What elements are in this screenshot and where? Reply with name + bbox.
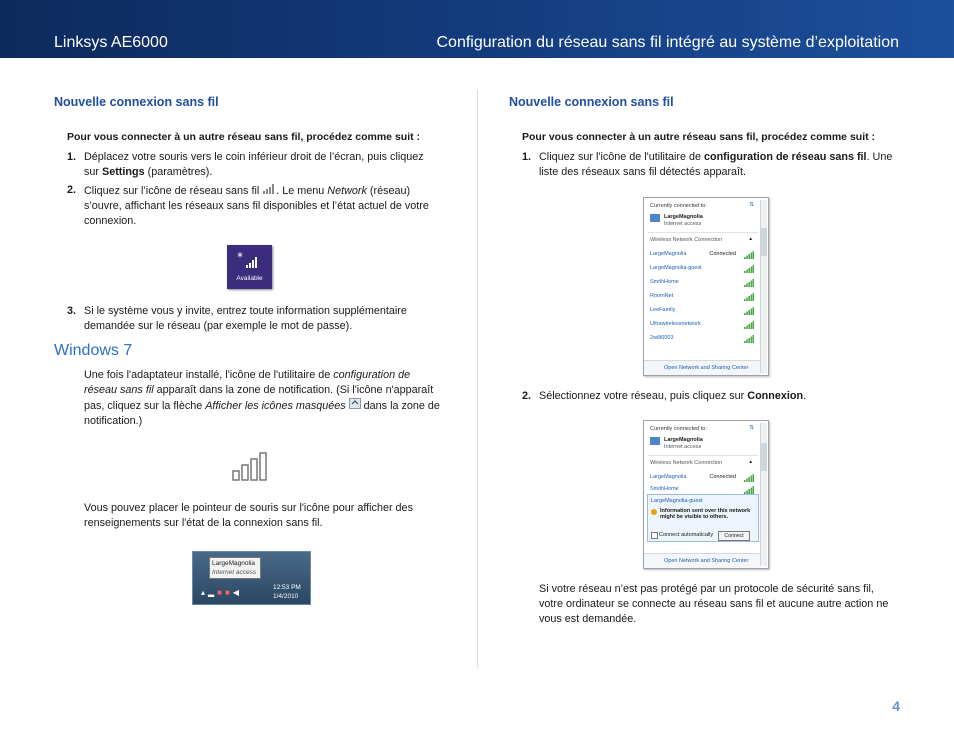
panel-footer xyxy=(644,360,760,375)
network-name: LargeMagnolia xyxy=(650,251,687,257)
network-name: LargeMagnolia-guest xyxy=(650,265,702,271)
text: dans la zone de xyxy=(360,399,440,412)
connect-button[interactable]: Connect xyxy=(718,531,750,541)
refresh-icon[interactable]: ⇅ xyxy=(749,202,754,208)
available-tile xyxy=(227,245,272,289)
text: . Le menu xyxy=(276,184,328,197)
w7p2-line2: renseignements sur l'état de la connexion sans fil. xyxy=(84,517,323,529)
currently-connected-label: Currently connected to: xyxy=(650,203,707,209)
network-list-item[interactable] xyxy=(650,474,754,482)
panel-footer xyxy=(644,553,760,568)
right-step1-number: 1. xyxy=(522,151,532,163)
tray-clock xyxy=(273,583,301,601)
final-line1: Si votre réseau n’est pas protégé par un protocole de sécurité sans fil, xyxy=(539,583,874,595)
text: apparaît dans la zone de notification. (Si l'icône n'apparaît xyxy=(153,384,434,396)
tooltip-network-name: LargeMagnolia xyxy=(212,560,256,567)
network-sharing-center-link[interactable]: Open Network and Sharing Center xyxy=(664,558,749,564)
scrollbar[interactable] xyxy=(760,423,767,566)
signal-strength-icon xyxy=(744,321,754,331)
right-step1-line1 xyxy=(539,150,900,165)
refresh-icon[interactable]: ⇅ xyxy=(749,425,754,431)
tray-icons xyxy=(201,588,242,597)
network-list-item[interactable] xyxy=(650,293,754,301)
currently-connected-label: Currently connected to: xyxy=(650,426,707,432)
network-list-item[interactable] xyxy=(650,279,754,287)
current-network-access: Internet access xyxy=(664,221,702,227)
text: . xyxy=(803,390,807,402)
left-step3-line1: Si le système vous y invite, entrez toute information supplémentaire xyxy=(84,305,407,317)
text: Cliquez sur l'icône de l'utilitaire de xyxy=(539,151,704,163)
collapse-icon[interactable]: ▴ xyxy=(749,236,752,242)
network-name: SmithHome xyxy=(650,486,679,492)
left-step2-line2: s’ouvre, affichant les réseaux sans fil disponibles et l’état actuel de votre xyxy=(84,200,429,212)
text: sur xyxy=(84,166,102,178)
w7-line3 xyxy=(84,398,444,414)
selected-network-name: LargeMagnolia-guest xyxy=(651,498,703,504)
windows7-paragraph xyxy=(84,368,444,429)
text-italic: réseau sans fil xyxy=(84,384,154,396)
text: pas, cliquez sur la flèche xyxy=(84,399,206,412)
network-name: LargeMagnolia xyxy=(650,474,687,480)
final-line2: votre ordinateur se connecte au réseau sans fil et aucune autre action ne xyxy=(539,598,889,610)
network-status: Connected xyxy=(709,251,736,257)
right-lead: Pour vous connecter à un autre réseau sans fil, procédez comme suit : xyxy=(522,131,876,143)
network-icon xyxy=(650,214,660,222)
scrollbar[interactable] xyxy=(760,200,767,373)
flag-icon: ■ xyxy=(217,588,226,597)
network-list-item[interactable] xyxy=(650,335,754,343)
left-step2-text xyxy=(84,183,444,229)
scrollbar-thumb[interactable] xyxy=(761,228,767,256)
text: Sélectionnez votre réseau, puis cliquez sur xyxy=(539,390,748,402)
current-network-name: LargeMagnolia xyxy=(664,437,703,443)
separator xyxy=(648,232,758,233)
text: (paramètres). xyxy=(144,166,213,178)
settings-bold: Settings xyxy=(102,166,145,178)
right-final-paragraph xyxy=(539,582,900,627)
network-list-item[interactable] xyxy=(650,251,754,259)
security-icon: ■ xyxy=(225,588,233,597)
left-step3-text xyxy=(84,304,444,334)
left-step1-number: 1. xyxy=(67,151,77,163)
network-italic: Network xyxy=(327,184,367,197)
available-label: Available xyxy=(236,275,263,282)
right-step1-text xyxy=(539,150,900,180)
network-status: Connected xyxy=(709,474,736,480)
wifi-available-icon xyxy=(237,251,261,276)
left-step1-text xyxy=(84,150,444,180)
connect-auto-label: Connect automatically xyxy=(659,532,714,538)
left-step1-line2 xyxy=(84,165,444,180)
left-step2-number: 2. xyxy=(67,184,77,196)
network-list-item[interactable] xyxy=(650,265,754,273)
wifi-tray-icon: ▂ xyxy=(208,588,218,597)
chapter-title: Configuration du réseau sans fil intégré au système d’exploitation xyxy=(436,34,899,51)
separator xyxy=(648,455,758,456)
signal-strength-icon xyxy=(744,293,754,303)
windows7-heading: Windows 7 xyxy=(54,342,133,359)
network-name: LeeFamily xyxy=(650,307,676,313)
signal-strength-icon xyxy=(744,279,754,289)
w7p2-line1: Vous pouvez placer le pointeur de souris sur l'icône pour afficher des xyxy=(84,502,413,514)
signal-strength-icon xyxy=(744,335,754,345)
network-name: SmithHome xyxy=(650,279,679,285)
w7-line1 xyxy=(84,368,444,383)
left-lead: Pour vous connecter à un autre réseau sans fil, procédez comme suit : xyxy=(67,131,421,143)
clock-time: 12:53 PM xyxy=(273,584,301,591)
tooltip-status: Internet access xyxy=(212,569,257,576)
left-step2-line1 xyxy=(84,183,444,199)
left-step1-line1: Déplacez votre souris vers le coin inférieur droit de l’écran, puis cliquez xyxy=(84,151,424,163)
text: Une fois l'adaptateur installé, l'icône de l'utilitaire de xyxy=(84,369,334,381)
final-line3: vous est demandée. xyxy=(539,613,637,625)
signal-strength-icon xyxy=(744,265,754,275)
show-hidden-icon: ▴ xyxy=(201,588,209,597)
show-hidden-icons-icon xyxy=(349,398,361,414)
connect-auto-checkbox[interactable] xyxy=(651,532,658,539)
network-panel-connect xyxy=(643,420,769,569)
volume-icon: ◀ xyxy=(232,588,243,597)
signal-strength-icon xyxy=(744,251,754,261)
network-tooltip xyxy=(209,557,261,579)
left-step3-number: 3. xyxy=(67,305,77,317)
w7-line2 xyxy=(84,383,444,398)
network-icon xyxy=(650,437,660,445)
warning-line1: Information sent over this network xyxy=(660,508,751,514)
taskbar-screenshot xyxy=(192,551,311,605)
column-divider xyxy=(477,90,478,668)
current-network-name: LargeMagnolia xyxy=(664,214,703,220)
network-list-item[interactable] xyxy=(650,321,754,329)
selected-network-box[interactable] xyxy=(647,494,759,542)
collapse-icon[interactable]: ▴ xyxy=(749,459,752,465)
text: . Une xyxy=(866,151,893,163)
signal-strength-icon xyxy=(744,307,754,317)
signal-strength-icon xyxy=(744,474,754,484)
text-italic: Afficher les icônes masquées xyxy=(205,399,346,412)
scrollbar-thumb[interactable] xyxy=(761,443,767,471)
warning-line2: might be visible to others. xyxy=(660,514,729,520)
clock-date: 1/4/2010 xyxy=(273,593,299,600)
text-italic: configuration de xyxy=(333,369,411,381)
text: (réseau) xyxy=(366,184,411,197)
wifi-signal-icon-large xyxy=(232,451,270,486)
current-network-access: Internet access xyxy=(664,444,702,450)
network-name: Ultrawirelessnetwork xyxy=(650,321,701,327)
wireless-section-label: Wireless Network Connection xyxy=(650,237,723,243)
network-sharing-center-link[interactable]: Open Network and Sharing Center xyxy=(664,365,749,371)
left-heading: Nouvelle connexion sans fil xyxy=(54,95,219,109)
network-name: RoomNet xyxy=(650,293,674,299)
right-heading: Nouvelle connexion sans fil xyxy=(509,95,674,109)
w7-line4: notification.) xyxy=(84,415,143,427)
left-step2-line3: connexion. xyxy=(84,215,137,227)
network-name: 2wi86003 xyxy=(650,335,674,341)
network-list-item[interactable] xyxy=(650,486,754,494)
right-step2-text xyxy=(539,389,900,404)
windows7-paragraph-2 xyxy=(84,501,444,531)
text-bold: configuration de réseau sans fil xyxy=(703,151,867,163)
network-panel-list xyxy=(643,197,769,376)
text: Cliquez sur l’icône de réseau sans fil xyxy=(84,184,260,197)
wifi-signal-icon xyxy=(262,183,276,199)
left-step3-line2: demandée sur le réseau (par exemple le mot de passe). xyxy=(84,320,353,332)
page-header xyxy=(0,0,954,58)
network-list-item[interactable] xyxy=(650,307,754,315)
wireless-section-label: Wireless Network Connection xyxy=(650,460,723,466)
product-name: Linksys AE6000 xyxy=(54,34,168,51)
right-step2-number: 2. xyxy=(522,390,532,402)
svg-text:*: * xyxy=(237,251,243,264)
connexion-bold: Connexion xyxy=(747,390,804,402)
warning-icon xyxy=(651,509,657,515)
page-number: 4 xyxy=(892,698,900,714)
right-step1-line2: liste des réseaux sans fil détectés apparaît. xyxy=(539,166,747,178)
